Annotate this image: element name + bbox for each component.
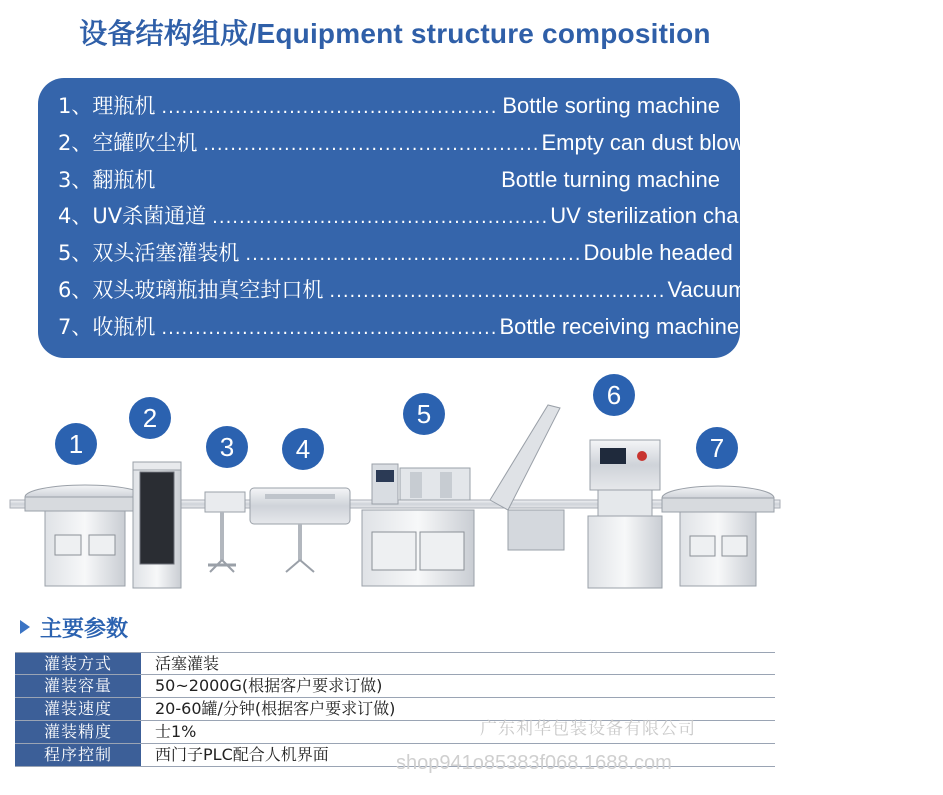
params-table xyxy=(15,652,775,767)
structure-item-english-name: Vacuum sealing machine xyxy=(667,276,912,302)
structure-item xyxy=(58,127,765,164)
bottle-turning-machine xyxy=(205,492,245,572)
param-key: 程序控制 xyxy=(15,744,141,766)
structure-item-leader-dots: .................................................. xyxy=(203,133,540,155)
structure-item-english-name: Double headed piston filling machine xyxy=(583,240,943,266)
structure-item-english-name: Bottle turning machine xyxy=(501,166,720,192)
structure-item-chinese-name: 空罐吹尘机 xyxy=(92,130,198,155)
watermark-shop-url: shop941o85383f068.1688.com xyxy=(396,752,672,774)
param-key: 灌装速度 xyxy=(15,698,141,720)
table-row xyxy=(15,652,775,675)
structure-item-leader-dots: .................................................. xyxy=(212,207,549,229)
param-key: 灌装精度 xyxy=(15,721,141,743)
structure-item-number: 3、 xyxy=(58,167,93,192)
structure-item-leader-dots: .................................................. xyxy=(161,317,498,339)
param-value: 50~2000G(根据客户要求订做) xyxy=(155,676,383,695)
structure-item xyxy=(58,90,720,127)
machine-number-badge: 1 xyxy=(55,423,97,465)
structure-list-panel xyxy=(38,78,943,358)
table-row xyxy=(15,675,775,698)
structure-item-chinese-name: 翻瓶机 xyxy=(92,167,156,192)
structure-item-chinese-name: UV杀菌通道 xyxy=(92,204,207,229)
structure-item-leader-dots: .................................................. xyxy=(245,244,582,266)
structure-item xyxy=(58,164,720,201)
structure-item-chinese-name: 收瓶机 xyxy=(92,314,156,339)
machine-number-badge: 6 xyxy=(593,374,635,416)
structure-item-chinese-name: 理瓶机 xyxy=(92,94,156,118)
bottle-sorting-machine xyxy=(25,485,145,586)
structure-item-english-name: Bottle sorting machine xyxy=(502,93,720,118)
structure-item-number: 2、 xyxy=(58,130,93,155)
production-line-drawing xyxy=(0,360,790,600)
structure-item-english-name: Empty can dust blower xyxy=(541,129,765,155)
structure-item-number: 7、 xyxy=(58,314,93,339)
page-title: 设备结构组成/Equipment structure composition xyxy=(79,18,711,49)
params-heading-label: 主要参数 xyxy=(40,616,129,642)
structure-item-number: 6、 xyxy=(58,277,93,302)
param-value: 活塞灌装 xyxy=(155,654,220,673)
machine-number-badge: 5 xyxy=(403,393,445,435)
machine-number-badge: 4 xyxy=(282,428,324,470)
uv-sterilization-channel xyxy=(250,488,350,572)
structure-item xyxy=(58,237,943,274)
param-value: 士1% xyxy=(155,722,197,741)
piston-filling-machine xyxy=(362,464,474,586)
param-key: 灌装方式 xyxy=(15,653,141,674)
param-value: 20-60罐/分钟(根据客户要求订做) xyxy=(155,699,396,718)
structure-item-leader-dots: .................................................. xyxy=(329,280,666,302)
structure-item-english-name: UV sterilization channel xyxy=(550,203,781,229)
params-heading xyxy=(20,612,128,642)
structure-item-number: 4、 xyxy=(58,204,93,229)
machine-number-badge: 3 xyxy=(206,426,248,468)
bottle-receiving-machine xyxy=(662,486,774,586)
watermark-company: 广东利华包装设备有限公司 xyxy=(480,719,696,739)
structure-item-chinese-name: 双头玻璃瓶抽真空封口机 xyxy=(92,277,324,302)
structure-item xyxy=(58,200,781,237)
structure-item-english-name: Bottle receiving machine xyxy=(499,313,740,339)
machine-number-badge: 2 xyxy=(129,397,171,439)
structure-item xyxy=(58,311,740,348)
param-value: 西门子PLC配合人机界面 xyxy=(155,745,329,764)
structure-item-number: 1、 xyxy=(58,94,93,118)
param-key: 灌装容量 xyxy=(15,675,141,697)
structure-item-number: 5、 xyxy=(58,241,93,266)
production-line-illustration xyxy=(0,360,790,600)
structure-item-chinese-name: 双头活塞灌装机 xyxy=(92,241,240,266)
empty-can-dust-blower xyxy=(133,462,181,588)
vacuum-sealing-machine xyxy=(490,405,662,588)
triangle-arrow-icon xyxy=(20,620,30,634)
structure-item-leader-dots: .................................................. xyxy=(161,97,498,118)
machine-number-badge: 7 xyxy=(696,427,738,469)
structure-item xyxy=(58,274,912,311)
